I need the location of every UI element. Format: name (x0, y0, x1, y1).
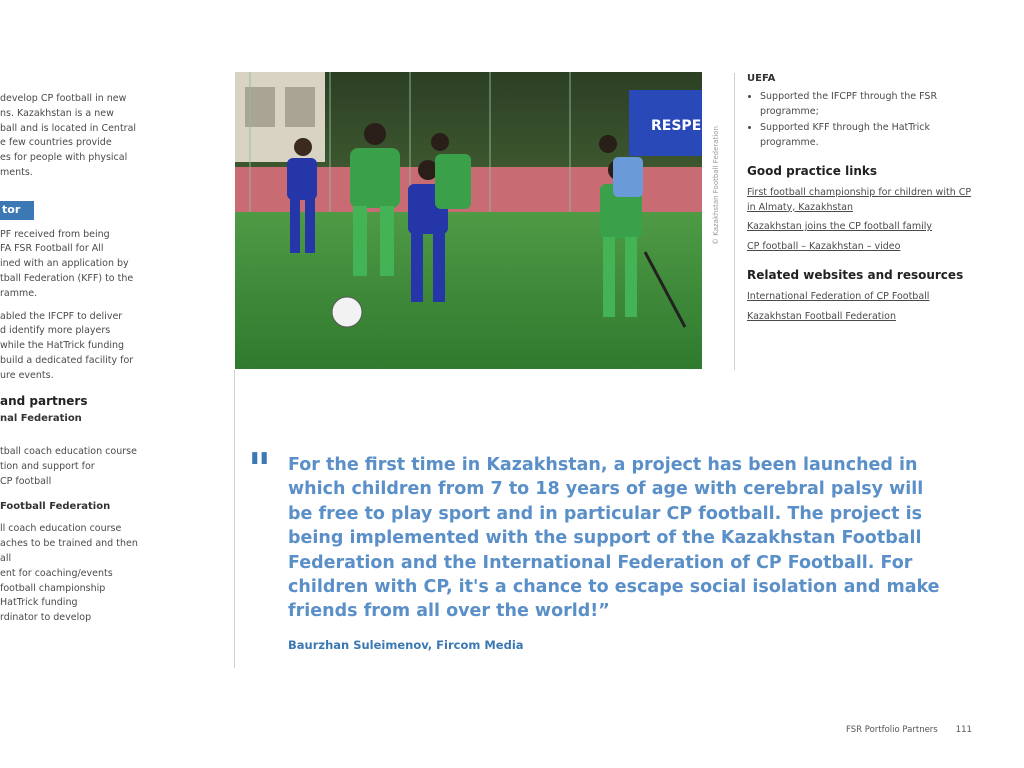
link-kazakhstan-joins[interactable]: Kazakhstan joins the CP football family (747, 221, 932, 232)
footer-section-title: FSR Portfolio Partners (846, 725, 938, 735)
quote-divider (234, 370, 235, 668)
link-cp-video[interactable]: CP football – Kazakhstan – video (747, 240, 901, 252)
uefa-heading: UEFA (747, 73, 776, 84)
related-resources-heading: Related websites and resources (747, 268, 964, 282)
partners-heading: and partners (0, 393, 88, 408)
partner-1-details: tball coach education course tion and support for CP football (0, 446, 137, 487)
page-number: 111 (955, 725, 972, 735)
column-divider (734, 73, 735, 370)
children-football-photo (235, 72, 712, 369)
section-tag: tor (0, 201, 34, 220)
paragraph-3: abled the IFCPF to deliver d identify more players while the HatTrick funding build a dedicated facility for ure events. (0, 310, 134, 381)
respect-banner: RESPEC (651, 118, 712, 134)
quote-mark-icon: " (248, 444, 265, 495)
partner-2-name: Football Federation (0, 500, 111, 512)
soccer-ball (332, 297, 362, 327)
uefa-support-list (747, 90, 977, 150)
intro-paragraph: develop CP football in new ns. Kazakhstan is a new ball and is located in Central e few countries provide es for people with physical ments. (0, 93, 137, 178)
list-item: • Supported KFF through the HatTrick programme. (760, 121, 977, 150)
left-text-column (0, 92, 140, 634)
right-sidebar (747, 73, 977, 329)
photo-illustration (235, 72, 712, 369)
good-practice-heading: Good practice links (747, 164, 877, 178)
link-ifcpf[interactable]: International Federation of CP Football (747, 291, 930, 302)
list-item: • Supported the IFCPF through the FSR programme; (760, 90, 977, 119)
page-footer (846, 725, 972, 735)
partner-1-name: nal Federation (0, 413, 82, 425)
partner-2-details: ll coach education course aches to be trained and then all ent for coaching/events football championship HatTrick funding rdinator to develop (0, 523, 138, 624)
link-first-championship[interactable]: First football championship for children with CP in Almaty, Kazakhstan (747, 187, 972, 213)
link-kff[interactable]: Kazakhstan Football Federation (747, 310, 896, 322)
photo-credit: © Kazakhstan Football Federation (712, 126, 720, 245)
paragraph-2: PF received from being FA FSR Football for All ined with an application by tball Federation (KFF) to the ramme. (0, 228, 134, 299)
pull-quote: For the first time in Kazakhstan, a project has been launched in which children from 7 to 18 years of age with cerebral palsy will be free to play sport and in particular CP football. The project is being implemented with the support of the Kazakhstan Football Federation and the International Federation of CP Football. For children with CP, it's a chance to escape social isolation and make friends from all over the world!” (288, 455, 940, 622)
quote-attribution: Baurzhan Suleimenov, Fircom Media (288, 638, 524, 652)
